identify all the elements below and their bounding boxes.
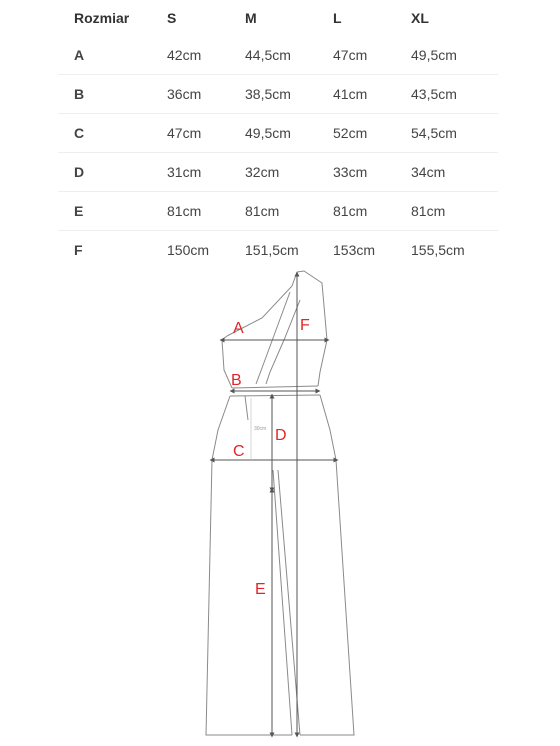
label-a: A	[233, 320, 244, 337]
label-e: E	[255, 581, 266, 598]
header-rozmiar: Rozmiar	[74, 10, 130, 26]
jumpsuit-outline	[206, 271, 354, 735]
row-label: E	[58, 192, 167, 231]
cell-s: 42cm	[167, 47, 202, 63]
cell-xl: 34cm	[411, 153, 498, 192]
label-f: F	[300, 317, 310, 334]
cell-s: 150cm	[167, 231, 245, 270]
cell-l: 47cm	[333, 47, 368, 63]
row-label: B	[58, 75, 167, 114]
measurement-lines	[212, 274, 336, 735]
cell-l: 33cm	[333, 153, 411, 192]
cell-m: 151,5cm	[245, 231, 333, 270]
cell-m: 32cm	[245, 153, 333, 192]
cell-m: 38,5cm	[245, 75, 333, 114]
cell-m: 49,5cm	[245, 114, 333, 153]
table-row	[58, 153, 498, 192]
cell-s: 36cm	[167, 75, 245, 114]
cell-xl: 43,5cm	[411, 75, 498, 114]
table-row	[58, 192, 498, 231]
cell-xl: 54,5cm	[411, 114, 498, 153]
cell-s: 81cm	[167, 192, 245, 231]
row-label: F	[58, 231, 167, 270]
cell-l: 153cm	[333, 231, 411, 270]
jumpsuit-measurement-diagram	[0, 270, 560, 746]
header-xl: XL	[411, 10, 429, 26]
header-l: L	[333, 10, 342, 26]
label-b: B	[231, 372, 242, 389]
cell-xl: 155,5cm	[411, 231, 498, 270]
cell-l: 52cm	[333, 114, 411, 153]
cell-l: 41cm	[333, 75, 411, 114]
table-row	[58, 114, 498, 153]
header-m: M	[245, 10, 257, 26]
table-header-row	[58, 0, 498, 36]
cell-m: 44,5cm	[245, 47, 291, 63]
table-row	[58, 75, 498, 114]
small-note: 30cm	[254, 426, 267, 432]
label-c: C	[233, 443, 245, 460]
row-label: C	[58, 114, 167, 153]
row-label: D	[58, 153, 167, 192]
label-d: D	[275, 427, 287, 444]
cell-l: 81cm	[333, 192, 411, 231]
cell-s: 31cm	[167, 153, 245, 192]
table-row	[58, 36, 498, 75]
cell-m: 81cm	[245, 192, 333, 231]
cell-s: 47cm	[167, 114, 245, 153]
cell-xl: 49,5cm	[411, 47, 457, 63]
header-s: S	[167, 10, 177, 26]
row-label: A	[74, 47, 85, 63]
table-row	[58, 231, 498, 270]
size-table	[58, 0, 498, 269]
cell-xl: 81cm	[411, 192, 498, 231]
